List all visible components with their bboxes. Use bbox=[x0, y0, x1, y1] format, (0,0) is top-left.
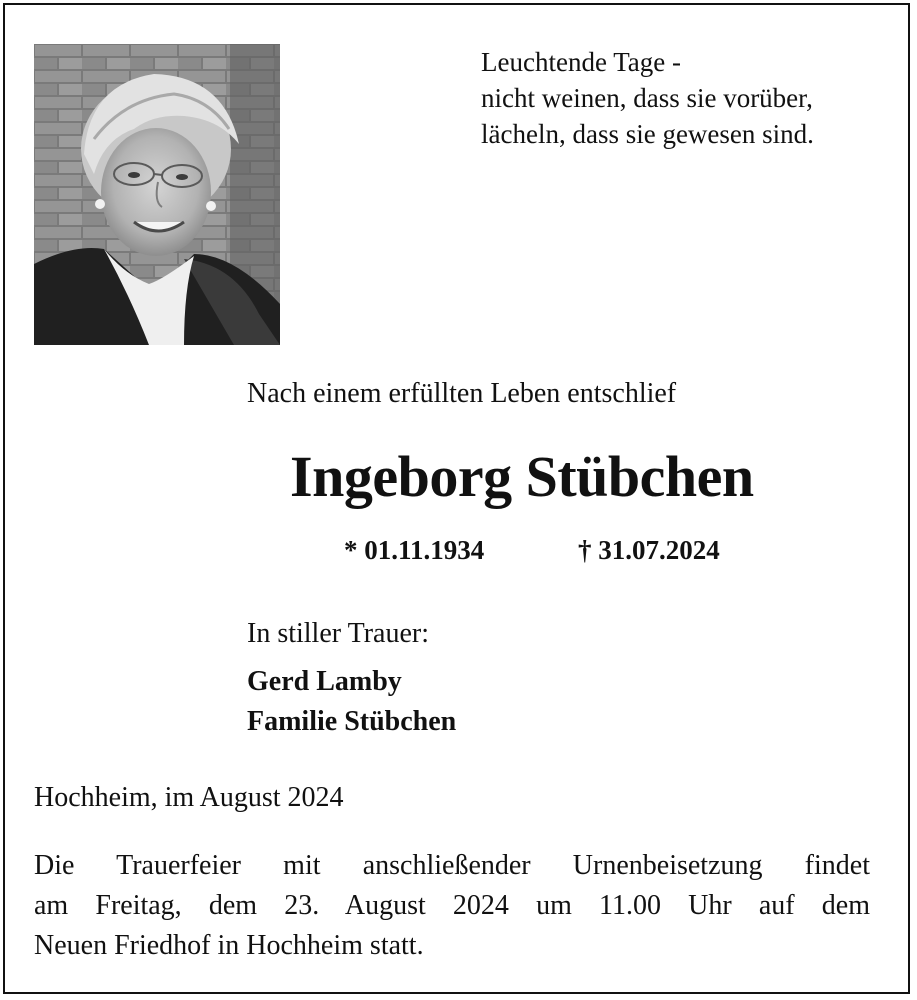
portrait-photo bbox=[34, 44, 280, 345]
intro-text: Nach einem erfüllten Leben entschlief bbox=[247, 378, 677, 409]
mourning-heading: In stiller Trauer: bbox=[247, 618, 429, 649]
mourner-name: Gerd Lamby bbox=[247, 666, 402, 697]
service-line: Die Trauerfeier mit anschließender Urnenbeisetzung findet bbox=[34, 850, 870, 881]
deceased-name: Ingeborg Stübchen bbox=[290, 444, 754, 509]
place-date: Hochheim, im August 2024 bbox=[34, 782, 344, 813]
mourner-name: Familie Stübchen bbox=[247, 706, 457, 737]
death-date: † 31.07.2024 bbox=[578, 535, 720, 565]
poem-line: lächeln, dass sie gewesen sind. bbox=[481, 119, 814, 149]
poem-line: nicht weinen, dass sie vorüber, bbox=[481, 83, 813, 113]
poem-line: Leuchtende Tage - bbox=[481, 47, 682, 77]
service-info bbox=[34, 846, 870, 966]
service-line: Neuen Friedhof in Hochheim statt. bbox=[34, 930, 424, 961]
mourners-list bbox=[247, 662, 456, 742]
service-line: am Freitag, dem 23. August 2024 um 11.00 Uhr auf dem bbox=[34, 890, 870, 921]
poem bbox=[481, 44, 901, 152]
birth-date: * 01.11.1934 bbox=[344, 535, 485, 565]
